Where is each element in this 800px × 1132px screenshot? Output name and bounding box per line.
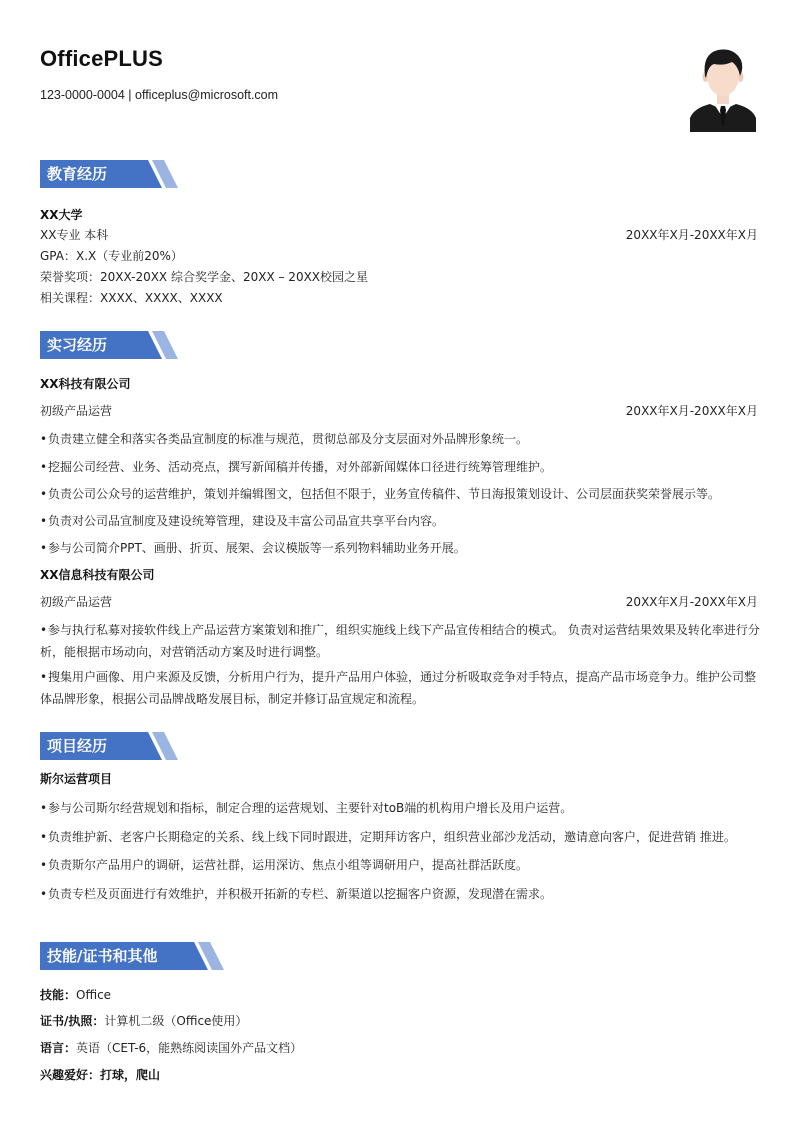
- skill-row: 技能：Office: [40, 988, 112, 1002]
- job-role: 初级产品运营: [40, 595, 113, 609]
- section-title: 教育经历: [47, 165, 108, 183]
- job-date: 20XX年X月-20XX年X月: [625, 404, 758, 418]
- gpa: GPA：X.X（专业前20%）: [40, 249, 183, 263]
- company-name: XX科技有限公司: [40, 377, 131, 391]
- contact-info: 123-0000-0004 | officeplus@microsoft.com: [40, 88, 279, 102]
- certificate-row: 证书/执照：计算机二级（Office使用）: [40, 1014, 248, 1028]
- section-header-education: [40, 160, 220, 188]
- list-item: •负责斯尔产品用户的调研，运营社群，运用深访、焦点小组等调研用户，提高社群活跃度。: [40, 858, 529, 872]
- section-header-project: [40, 732, 220, 760]
- job-role: 初级产品运营: [40, 404, 113, 418]
- section-title: 技能/证书和其他: [47, 947, 158, 965]
- courses: 相关课程：XXXX、XXXX、XXXX: [40, 291, 223, 305]
- language-row: 语言：英语（CET-6，能熟练阅读国外产品文档）: [40, 1041, 303, 1055]
- school-name: XX大学: [40, 208, 83, 222]
- section-header-internship: [40, 331, 220, 359]
- list-item: •负责维护新、老客户长期稳定的关系、线上线下同时跟进，定期拜访客户，组织营业部沙龙活动，邀请意向客户，促进营销 推进。: [40, 830, 736, 844]
- project-name: 斯尔运营项目: [40, 772, 113, 786]
- avatar: [688, 44, 758, 132]
- section-title: 项目经历: [47, 737, 108, 755]
- company-name: XX信息科技有限公司: [40, 568, 155, 582]
- candidate-name: OfficePLUS: [40, 46, 164, 71]
- hobby-row: 兴趣爱好：打球，爬山: [40, 1068, 161, 1082]
- section-header-skills: [40, 942, 220, 970]
- list-item: •挖掘公司经营、业务、活动亮点，撰写新闻稿并传播，对外部新闻媒体口径进行统筹管理维护。: [40, 460, 553, 474]
- job-date: 20XX年X月-20XX年X月: [625, 595, 758, 609]
- honors: 荣誉奖项：20XX-20XX 综合奖学金、20XX – 20XX校园之星: [40, 270, 369, 284]
- major-degree: XX专业 本科: [40, 228, 109, 242]
- list-item: •参与公司简介PPT、画册、折页、展架、会议模版等一系列物料辅助业务开展。: [40, 541, 466, 555]
- list-item: •搜集用户画像、用户来源及反馈，分析用户行为，提升产品用户体验，通过分析吸取竞争对手特点，提高产品市场竞争力。维护公司整体品牌形象，根据公司品牌战略发展目标，制定并修订品宣规定和流程。: [40, 670, 757, 706]
- list-item: •负责建立健全和落实各类品宣制度的标准与规范，贯彻总部及分支层面对外品牌形象统一。: [40, 432, 529, 446]
- list-item: •参与公司斯尔经营规划和指标，制定合理的运营规划、主要针对toB端的机构用户增长及用户运营。: [40, 801, 573, 815]
- list-item: •负责公司公众号的运营维护，策划并编辑图文，包括但不限于，业务宣传稿件、节日海报策划设计、公司层面获奖荣誉展示等。: [40, 487, 721, 501]
- list-item: •负责专栏及页面进行有效维护，并积极开拓新的专栏、新渠道以挖掘客户资源，发现潜在需求。: [40, 887, 553, 901]
- education-date: 20XX年X月-20XX年X月: [625, 228, 758, 242]
- list-item: •参与执行私募对接软件线上产品运营方案策划和推广，组织实施线上线下产品宣传相结合的模式。 负责对运营结果效果及转化率进行分析，能根据市场动向，对营销活动方案及时进行调整。: [40, 623, 760, 659]
- list-item: •负责对公司品宣制度及建设统筹管理，建设及丰富公司品宣共享平台内容。: [40, 514, 445, 528]
- section-title: 实习经历: [47, 336, 108, 354]
